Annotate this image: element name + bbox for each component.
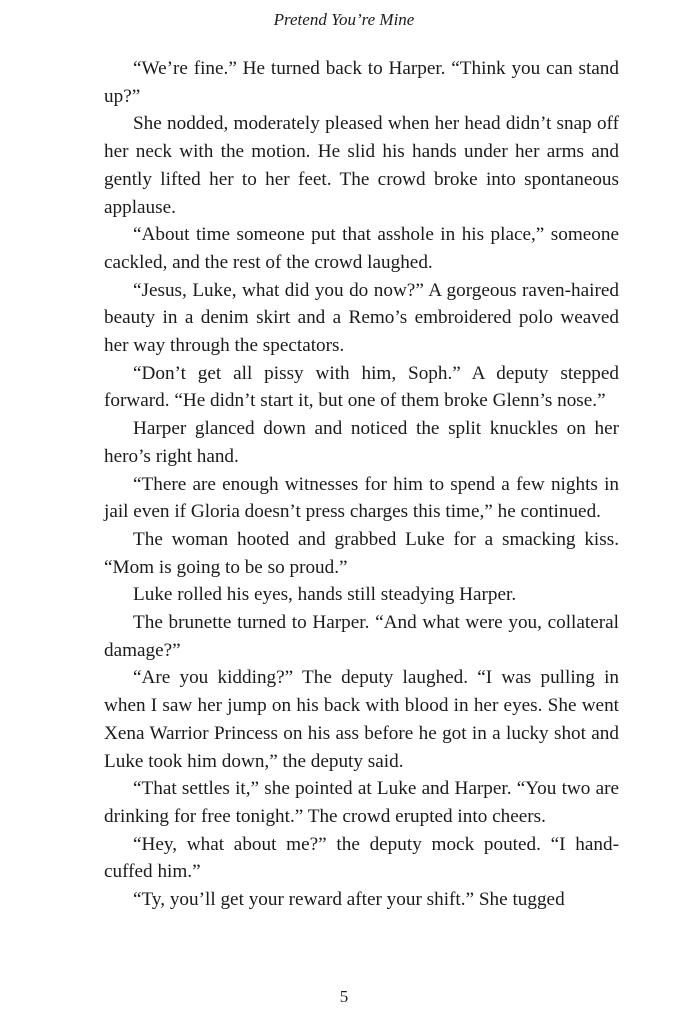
- paragraph: The woman hooted and grabbed Luke for a smacking kiss. “Mom is going to be so proud.”: [104, 528, 619, 578]
- paragraph: Harper glanced down and noticed the split knuckles on her hero’s right hand.: [104, 418, 619, 467]
- paragraph: “Ty, you’ll get your reward after your shift.” She tugged: [133, 889, 565, 911]
- paragraph: “Hey, what about me?” the deputy mock pouted. “I hand-cuffed him.”: [104, 833, 619, 883]
- paragraph: “We’re fine.” He turned back to Harper. “Think you can stand up?”: [104, 58, 619, 107]
- page-number: 5: [339, 987, 349, 1006]
- body-text: [104, 55, 619, 914]
- paragraph: “That settles it,” she pointed at Luke and Harper. “You two are drinking for free tonight.” The crowd erupted into cheers.: [104, 778, 619, 827]
- paragraph: She nodded, moderately pleased when her head didn’t snap off her neck with the motion. He slid his hands under her arms and gently lifted her to her feet. The crowd broke into spontaneous applause.: [104, 113, 619, 218]
- paragraph: The brunette turned to Harper. “And what were you, collateral damage?”: [104, 612, 619, 661]
- paragraph: “There are enough witnesses for him to spend a few nights in jail even if Gloria doesn’t press charges this time,” he continued.: [104, 473, 619, 523]
- paragraph: Luke rolled his eyes, hands still steadying Harper.: [133, 584, 517, 606]
- paragraph: “Are you kidding?” The deputy laughed. “I was pulling in when I saw her jump on his back with blood in her eyes. She went Xena Warrior Princess on his ass before he got in a lucky shot and Luke took him down,” the deputy said.: [104, 667, 619, 772]
- paragraph: “Don’t get all pissy with him, Soph.” A deputy stepped forward. “He didn’t start it, but one of them broke Glenn’s nose.”: [104, 362, 619, 412]
- paragraph: “Jesus, Luke, what did you do now?” A gorgeous raven-haired beauty in a denim skirt and a Remo’s embroidered polo weaved her way through the spectators.: [104, 279, 619, 357]
- running-head-title: Pretend You’re Mine: [273, 10, 415, 29]
- paragraph: “About time someone put that asshole in his place,” someone cackled, and the rest of the crowd laughed.: [104, 224, 619, 273]
